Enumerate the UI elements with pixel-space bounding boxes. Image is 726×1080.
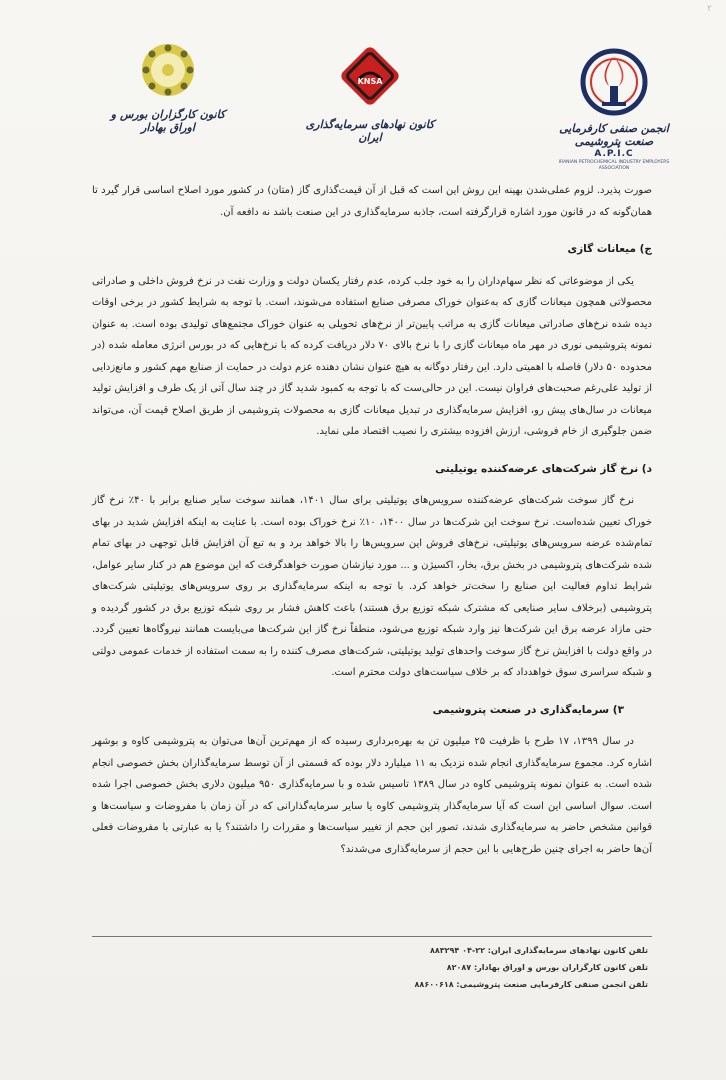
left-logo-caption: کانون کارگزاران بورس و اوراق بهادار: [110, 108, 226, 135]
center-emblem-text: KNSA: [357, 77, 383, 86]
footer-line-2: تلفن کانون کارگزاران بورس و اوراق بهادار: ۸۲۰۸۷: [446, 963, 648, 972]
brokers-logo: [98, 40, 238, 134]
footer-line-1: تلفن کانون نهادهای سرمایه‌گذاری ایران: ۲۲-۰۴ ۸۸۳۲۹۴: [430, 946, 648, 955]
section-c-title: ج) میعانات گازی: [567, 243, 652, 255]
intro-paragraph: صورت پذیرد. لزوم عملی‌شدن بهینه این روش این است که قبل از آن قیمت‌گذاری گاز (متان) در کشور مورد اصلاح اساسی قرار گیرد تا همان‌گونه که در قانون مورد اشاره قرارگرفته است، جاذبه سرمایه‌گذاری در این صنعت باشد نه دافعه آن.: [92, 185, 652, 218]
gear-emblem-icon: [133, 40, 203, 102]
page-corner-mark: ٢: [707, 4, 712, 14]
document-body: [92, 180, 652, 860]
apic-emblem-icon: [576, 46, 652, 116]
letterhead: [0, 40, 726, 172]
apic-subtitle: IRANIAN PETROCHEMICAL INDUSTRY EMPLOYERS ASSOCIATION: [558, 160, 670, 172]
footer-contacts: [228, 942, 648, 993]
section-3-paragraph: در سال ۱۳۹۹، ۱۷ طرح با ظرفیت ۲۵ میلیون تن به بهره‌برداری رسیده که از مهم‌ترین آن‌ها می‌توان به پتروشیمی کاوه و بوشهر اشاره کرد. مجموع سرمایه‌گذاری انجام شده نزدیک به ۱۱ میلیارد دلار بوده که قسمتی از آن توسط سرمایه‌گذاران بخش خصوصی انجام شده است. به عنوان نمونه پتروشیمی کاوه در سال ۱۳۸۹ تاسیس شده و با سرمایه‌گذاری ۹۵۰ میلیون دلاری بخش خصوصی اجرا شده است. سوال اساسی این است که آیا سرمایه‌گذار پتروشیمی کاوه یا سایر سرمایه‌گذارانی که در آن زمان با مفروضات و سیاست‌ها و قوانین مشخص حاضر به سرمایه‌گذاری شدند، تصور این حجم از تغییر سیاست‌ها و مقررات را داشتند؟ یا به عبارتی با مفروضات فعلی آن‌ها حاضر به اجرای چنین طرح‌هایی با این حجم از سرمایه‌گذاری می‌شدند؟: [92, 736, 652, 855]
center-logo-caption: کانون نهادهای سرمایه‌گذاری ایران: [305, 118, 435, 145]
footer-divider: [92, 936, 652, 937]
section-c-paragraph: یکی از موضوعاتی که نظر سهام‌داران را به خود جلب کرده، عدم رفتار یکسان دولت و وزارت نفت در نرخ فروش داخلی و صادراتی محصولاتی همچون میعانات گازی که به‌عنوان خوراک مصرفی صنایع استفاده می‌شوند، است. با توجه به شرایط کشور در برخی اوقات دیده شده نرخ‌های صادراتی میعانات گازی به مراتب پایین‌تر از نرخ‌های تحویلی به عنوان خوراک مجتمع‌های تولیدی بوده است. به عنوان نمونه پتروشیمی نوری در مهر ماه میعانات گازی را با نرخ بالای ۷۰ دلار دریافت کرده که با نرخ‌هایی که در بورس انرژی معامله شده (در محدوده ۵۰ دلار) فاصله با اهمیتی دارد. این رفتار دوگانه به هیچ عنوان نشان دهنده عزم دولت در حمایت از صنایع مهم کشور و مانع‌زدایی از تولید علی‌رغم صحبت‌های فراوان نیست. این در حالی‌ست که با توجه به کمبود شدید گاز در چند سال آتی از یک طرف و افزایش تولید میعانات در سال‌های پیش رو، افزایش سرمایه‌گذاری در تبدیل میعانات گازی به محصولات پتروشیمی از طریق اصلاح قیمت آن، می‌تواند ضمن جلوگیری از خام فروشی، ارزش افزوده بیشتری را نصیب اقتصاد ملی نماید.: [92, 275, 653, 437]
diamond-emblem-icon: [334, 40, 406, 112]
footer-line-3: تلفن انجمن صنفی کارفرمایی صنعت پتروشیمی: ۸۸۶۰۰۶۱۸: [414, 980, 648, 989]
apic-title: A.P.I.C: [594, 149, 634, 160]
section-3-title: ۳) سرمایه‌گذاری در صنعت پتروشیمی: [432, 703, 624, 716]
section-d-title: د) نرخ گاز شرکت‌های عرضه‌کننده یوتیلیتی: [435, 462, 652, 475]
apic-caption: انجمن صنفی کارفرمایی صنعت پتروشیمی: [559, 122, 669, 149]
apic-logo: [554, 46, 674, 172]
section-d-paragraph: نرخ گاز سوخت شرکت‌های عرضه‌کننده سرویس‌های یوتیلیتی برای سال ۱۴۰۱، همانند سوخت سایر صنایع برابر با ۴۰٪ نرخ گاز خوراک تعیین شده‌است. نرخ سوخت این شرکت‌ها در سال ۱۴۰۰، ۱۰٪ نرخ خوراک بوده است. با عنایت به اینکه افزایش شدید در بهای تمام‌شده عرضه سرویس‌های یوتیلیتی، نرخ‌های فروش این سرویس‌ها را بالا خواهد برد و به تبع آن افزایش قابل توجهی در بهای تمام شده شرکت‌های پتروشیمی در بخش برق، بخار، اکسیژن و ... مورد نیازشان صورت خواهدگرفت که این موضوع هم در کنار سایر عوامل، شرایط تداوم فعالیت این صنایع را سخت‌تر خواهد کرد. با توجه به اینکه سرمایه‌گذاری بر روی سرویس‌های یوتیلیتی شرکت‌های پتروشیمی (برخلاف سایر صنایعی که مشترک شبکه توزیع برق هستند) باعث کاهش فشار بر روی شبکه توزیع برق در کشور گردیده و حتی مازاد عرضه برق این شرکت‌ها نیز وارد شبکه توزیع می‌شود، منطقاً نرخ گاز این شرکت‌ها می‌بایست همانند نیروگاه‌ها تعیین گردد. در واقع دولت با افزایش نرخ گاز سوخت واحدهای تولید یوتیلیتی، شرکت‌های مصرف کننده را به سمت استفاده از خدمات عمومی دولتی و شبکه سراسری سوق خواهدداد که بر خلاف سیاست‌های دولت محترم است.: [92, 495, 652, 678]
investment-institutions-logo: [300, 40, 440, 144]
